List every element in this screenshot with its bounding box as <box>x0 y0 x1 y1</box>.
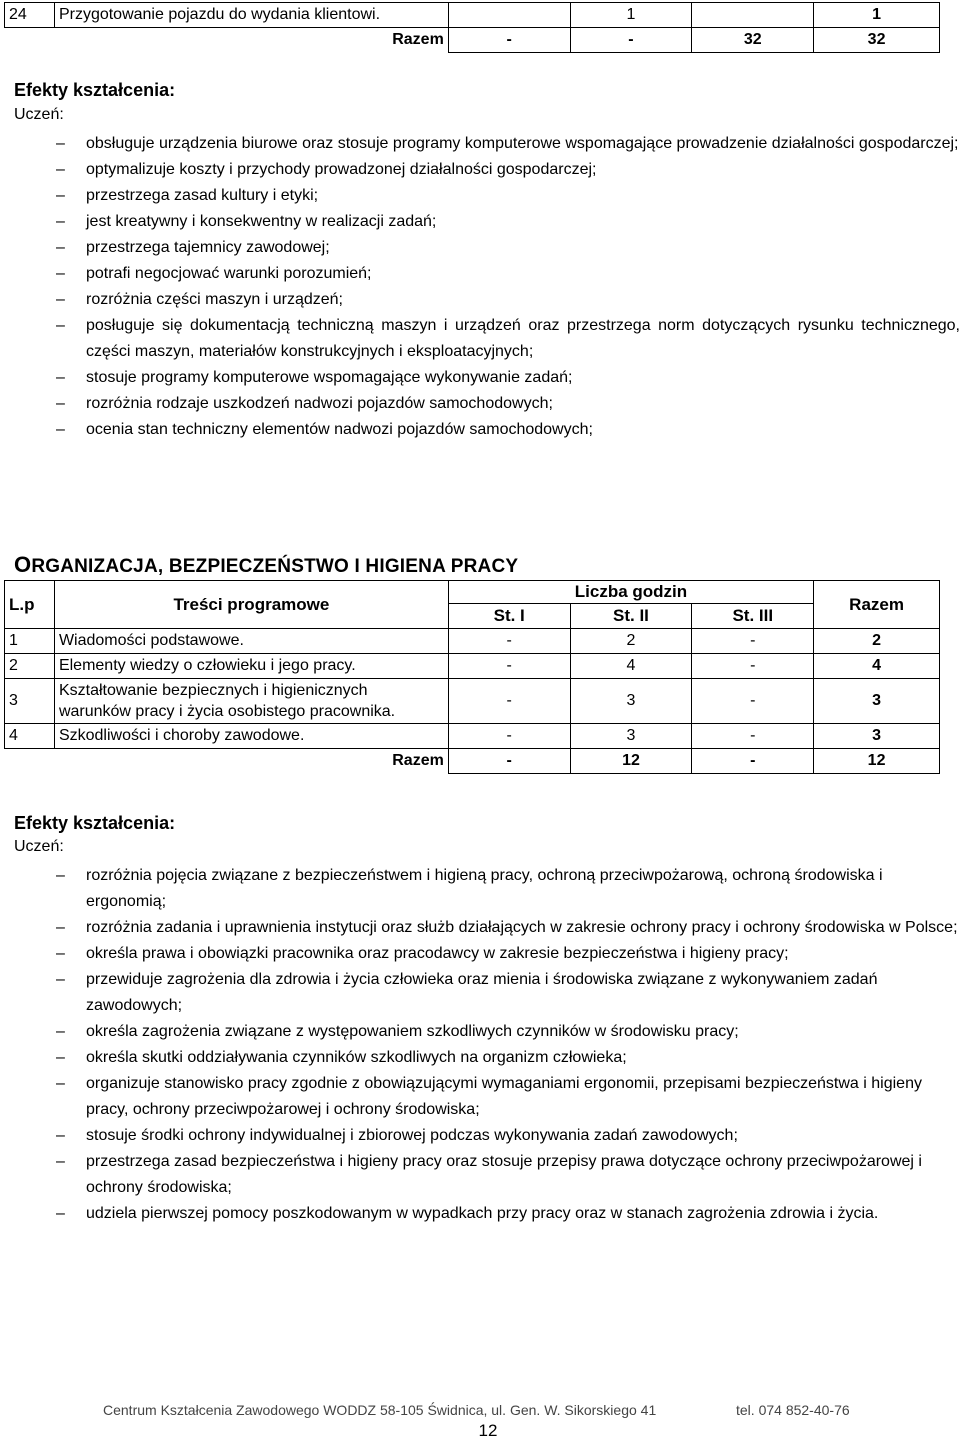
list-item <box>16 1019 960 1045</box>
list-item <box>16 157 960 183</box>
list-item-text: rozróżnia części maszyn i urządzeń; <box>86 291 343 308</box>
list-item <box>16 967 960 1019</box>
learning-outcomes-list <box>16 863 960 1227</box>
row-lp: 24 <box>5 3 55 28</box>
list-item-text: określa prawa i obowiązki pracownika oraz pracodawcy w zakresie bezpieczeństwa i higieny pracy; <box>86 945 789 962</box>
dash-bullet: – <box>56 265 65 282</box>
dash-bullet: – <box>56 291 65 308</box>
list-item-text: rozróżnia zadania i uprawnienia instytucji oraz służb działających w zakresie ochrony pracy i ochrony środowiska w Polsce; <box>86 919 958 936</box>
section-title: ORGANIZACJA, BEZPIECZEŃSTWO I HIGIENA PRACY <box>14 552 519 577</box>
header-razem: Razem <box>814 581 940 629</box>
dash-bullet: – <box>56 919 65 936</box>
total-razem: 32 <box>814 28 940 53</box>
list-item-text: organizuje stanowisko pracy zgodnie z obowiązującymi wymaganiami ergonomii, przepisami bezpieczeństwa i higieny pracy, ochrony przeciwpożarowej i ochrony środowiska; <box>86 1075 922 1118</box>
dash-bullet: – <box>56 971 65 988</box>
header-st3: St. III <box>692 604 814 629</box>
list-item <box>16 1071 960 1123</box>
list-item-text: stosuje środki ochrony indywidualnej i zbiorowej podczas wykonywania zadań zawodowych; <box>86 1127 738 1144</box>
list-item-text: przestrzega tajemnicy zawodowej; <box>86 239 330 256</box>
header-liczba-godzin: Liczba godzin <box>448 581 813 604</box>
section-subheading: Uczeń: <box>14 106 64 123</box>
total-st3: 32 <box>692 28 814 53</box>
row-st2: 1 <box>570 3 692 28</box>
list-item-text: optymalizuje koszty i przychody prowadzonej działalności gospodarczej; <box>86 161 597 178</box>
section-heading: Efekty kształcenia: <box>14 813 176 833</box>
top-hours-table <box>4 2 940 53</box>
page-number: 12 <box>478 1421 498 1440</box>
row-st3 <box>692 3 814 28</box>
header-lp: L.p <box>5 581 55 629</box>
list-item-text: przewiduje zagrożenia dla zdrowia i życia człowieka oraz mienia i środowiska związane z wykonywaniem zadań zawodowych; <box>86 971 878 1014</box>
dash-bullet: – <box>56 945 65 962</box>
bhp-hours-table <box>4 580 940 774</box>
list-item <box>16 183 960 209</box>
dash-bullet: – <box>56 1049 65 1066</box>
list-item-text: przestrzega zasad kultury i etyki; <box>86 187 319 204</box>
list-item <box>16 863 960 915</box>
list-item-text: posługuje się dokumentacją techniczną maszyn i urządzeń oraz przestrzega norm dotyczących rysunku technicznego, części maszyn, materiałów konstrukcyjnych i eksploatacyjnych; <box>86 317 960 360</box>
list-item-text: określa zagrożenia związane z występowaniem szkodliwych czynników w środowisku pracy; <box>86 1023 739 1040</box>
table-row <box>5 3 940 28</box>
dash-bullet: – <box>56 213 65 230</box>
list-item <box>16 209 960 235</box>
list-item <box>16 365 960 391</box>
list-item-text: udziela pierwszej pomocy poszkodowanym w wypadkach przy pracy oraz w stanach zagrożenia zdrowia i życia. <box>86 1205 879 1222</box>
table-total-row <box>5 28 940 53</box>
dash-bullet: – <box>56 1023 65 1040</box>
list-item <box>16 915 960 941</box>
list-item <box>16 131 960 157</box>
dash-bullet: – <box>56 395 65 412</box>
list-item <box>16 941 960 967</box>
list-item-text: przestrzega zasad bezpieczeństwa i higieny pracy oraz stosuje przepisy prawa dotyczące ochrony przeciwpożarowej i ochrony środowiska; <box>86 1153 922 1196</box>
list-item-text: rozróżnia pojęcia związane z bezpieczeństwem i higieną pracy, ochroną przeciwpożarową, ochroną środowiska i ergonomią; <box>86 867 883 910</box>
dash-bullet: – <box>56 161 65 178</box>
list-item-text: ocenia stan techniczny elementów nadwozi pojazdów samochodowych; <box>86 421 593 438</box>
list-item <box>16 391 960 417</box>
list-item-text: obsługuje urządzenia biurowe oraz stosuje programy komputerowe wspomagające prowadzenie działalności gospodarczej; <box>86 135 959 152</box>
dash-bullet: – <box>56 1075 65 1092</box>
list-item <box>16 1123 960 1149</box>
list-item-text: potrafi negocjować warunki porozumień; <box>86 265 372 282</box>
list-item <box>16 235 960 261</box>
dash-bullet: – <box>56 135 65 152</box>
footer-institution: Centrum Kształcenia Zawodowego WODDZ 58-105 Świdnica, ul. Gen. W. Sikorskiego 41 <box>103 1402 657 1418</box>
list-item <box>16 1045 960 1071</box>
header-tresci: Treści programowe <box>54 581 448 629</box>
dash-bullet: – <box>56 1205 65 1222</box>
header-st2: St. II <box>570 604 692 629</box>
header-st1: St. I <box>448 604 570 629</box>
list-item <box>16 313 960 365</box>
row-razem: 1 <box>814 3 940 28</box>
row-label: Przygotowanie pojazdu do wydania klientowi. <box>54 3 448 28</box>
list-item-text: jest kreatywny i konsekwentny w realizacji zadań; <box>86 213 437 230</box>
total-label: Razem <box>54 28 448 53</box>
list-item-text: rozróżnia rodzaje uszkodzeń nadwozi pojazdów samochodowych; <box>86 395 553 412</box>
dash-bullet: – <box>56 317 65 334</box>
dash-bullet: – <box>56 421 65 438</box>
dash-bullet: – <box>56 867 65 884</box>
list-item-text: określa skutki oddziaływania czynników szkodliwych na organizm człowieka; <box>86 1049 627 1066</box>
section-heading: Efekty kształcenia: <box>14 80 176 100</box>
dash-bullet: – <box>56 369 65 386</box>
learning-outcomes-list <box>16 131 960 443</box>
table-row: 3 Kształtowanie bezpiecznych i higienicznych warunków pracy i życia osobistego pracownika. - 3 - 3 <box>5 679 940 724</box>
dash-bullet: – <box>56 239 65 256</box>
dash-bullet: – <box>56 1127 65 1144</box>
list-item <box>16 1201 960 1227</box>
dash-bullet: – <box>56 1153 65 1170</box>
section-subheading: Uczeń: <box>14 838 64 855</box>
row-st1 <box>448 3 570 28</box>
total-st1: - <box>448 28 570 53</box>
table-total-row: Razem - 12 - 12 <box>5 749 940 774</box>
table-row: 4 Szkodliwości i choroby zawodowe. - 3 - 3 <box>5 724 940 749</box>
total-st2: - <box>570 28 692 53</box>
table-row: 2 Elementy wiedzy o człowieku i jego pracy. - 4 - 4 <box>5 654 940 679</box>
list-item <box>16 417 960 443</box>
table-row: 1 Wiadomości podstawowe. - 2 - 2 <box>5 629 940 654</box>
dash-bullet: – <box>56 187 65 204</box>
footer-phone: tel. 074 852-40-76 <box>736 1402 850 1418</box>
list-item <box>16 261 960 287</box>
list-item <box>16 1149 960 1201</box>
list-item <box>16 287 960 313</box>
list-item-text: stosuje programy komputerowe wspomagające wykonywanie zadań; <box>86 369 573 386</box>
